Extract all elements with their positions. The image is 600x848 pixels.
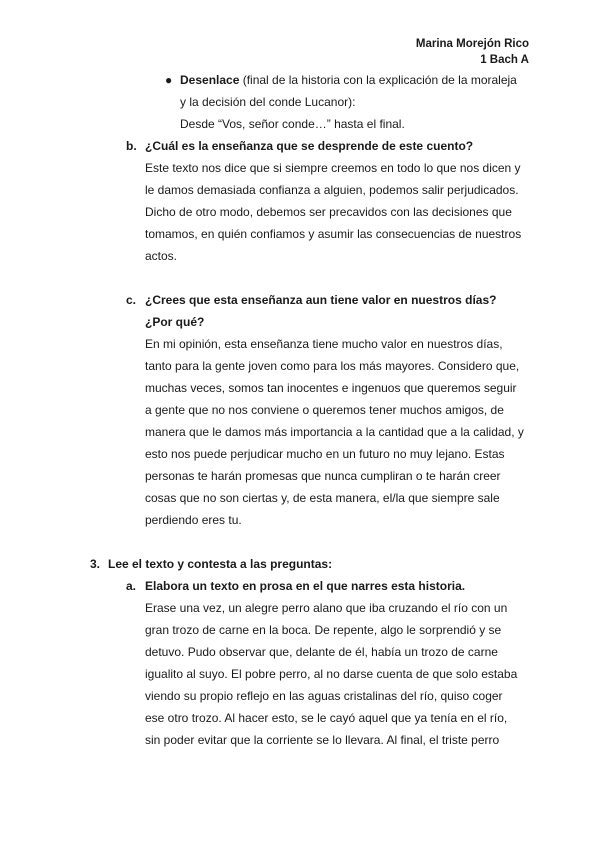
answer-c-line: En mi opinión, esta enseñanza tiene mucho valor en nuestros días, bbox=[145, 337, 503, 351]
answer-3a-line: ese otro trozo. Al hacer esto, se le cayó aquel que ya tenía en el río, bbox=[145, 711, 508, 725]
question-c-line-1: ¿Crees que esta enseñanza aun tiene valor en nuestros días? bbox=[145, 293, 497, 307]
answer-3a-line: sin poder evitar que la corriente se lo llevara. Al final, el triste perro bbox=[145, 733, 500, 747]
answer-3a-line: igualito al suyo. El pobre perro, al no darse cuenta de que solo estaba bbox=[145, 667, 518, 681]
answer-3a-line: viendo su propio reflejo en las aguas cristalinas del río, quiso coger bbox=[145, 689, 503, 703]
header bbox=[416, 36, 529, 68]
section-3-title: Lee el texto y contesta a las preguntas: bbox=[108, 557, 333, 571]
question-b-marker: b. bbox=[126, 139, 137, 153]
question-b: ¿Cuál es la enseñanza que se desprende de este cuento? bbox=[145, 139, 474, 153]
class-group: 1 Bach A bbox=[480, 54, 529, 66]
answer-b-line: Este texto nos dice que si siempre creemos en todo lo que nos dicen y bbox=[145, 161, 521, 175]
question-3a-marker: a. bbox=[126, 579, 137, 593]
answer-b-line: actos. bbox=[145, 249, 178, 263]
section-3-marker: 3. bbox=[90, 557, 101, 571]
question-3a: Elabora un texto en prosa en el que narres esta historia. bbox=[145, 579, 466, 593]
answer-3a-line: gran trozo de carne en la boca. De repente, algo le sorprendió y se bbox=[145, 623, 502, 637]
answer-c-line: a gente que no nos conviene o queremos tener muchos amigos, de bbox=[145, 403, 504, 417]
answer-b-line: tomamos, en quién confiamos y asumir las consecuencias de nuestros bbox=[145, 227, 522, 241]
answer-3a-line: Erase una vez, un alegre perro alano que iba cruzando el río con un bbox=[145, 601, 508, 615]
answer-c-line: cosas que no son ciertas y, de esta manera, el/la que siempre sale bbox=[145, 491, 500, 505]
bullet-icon: ● bbox=[165, 73, 173, 87]
desenlace-line-3: Desde “Vos, señor conde…” hasta el final. bbox=[180, 117, 405, 131]
author-name: Marina Morejón Rico bbox=[415, 38, 529, 50]
answer-c-line: tanto para la gente joven como para los más mayores. Considero que, bbox=[145, 359, 520, 373]
answer-c-line: manera que le damos más importancia a la cantidad que a la calidad, y bbox=[145, 425, 524, 439]
question-c-line-2: ¿Por qué? bbox=[145, 315, 205, 329]
answer-c-line: muchas veces, somos tan inocentes e ingenuos que queremos seguir bbox=[145, 381, 517, 395]
answer-3a-line: detuvo. Pudo observar que, delante de él, había un trozo de carne bbox=[145, 645, 498, 659]
desenlace-term: Desenlace bbox=[180, 73, 240, 87]
desenlace-line-1 bbox=[180, 72, 517, 88]
desenlace-line-2: y la decisión del conde Lucanor): bbox=[180, 95, 356, 109]
answer-b-line: le damos demasiada confianza a alguien, podemos salir perjudicados. bbox=[145, 183, 519, 197]
desenlace-text: (final de la historia con la explicación de la moraleja bbox=[239, 73, 517, 87]
answer-c-line: esto nos puede perjudicar mucho en un futuro no muy lejano. Estas bbox=[145, 447, 505, 461]
answer-c-line: perdiendo eres tu. bbox=[145, 513, 242, 527]
answer-b-line: Dicho de otro modo, debemos ser precavidos con las decisiones que bbox=[145, 205, 512, 219]
question-c-marker: c. bbox=[126, 293, 137, 307]
answer-c-line: personas te harán promesas que nunca cumpliran o te harán creer bbox=[145, 469, 501, 483]
